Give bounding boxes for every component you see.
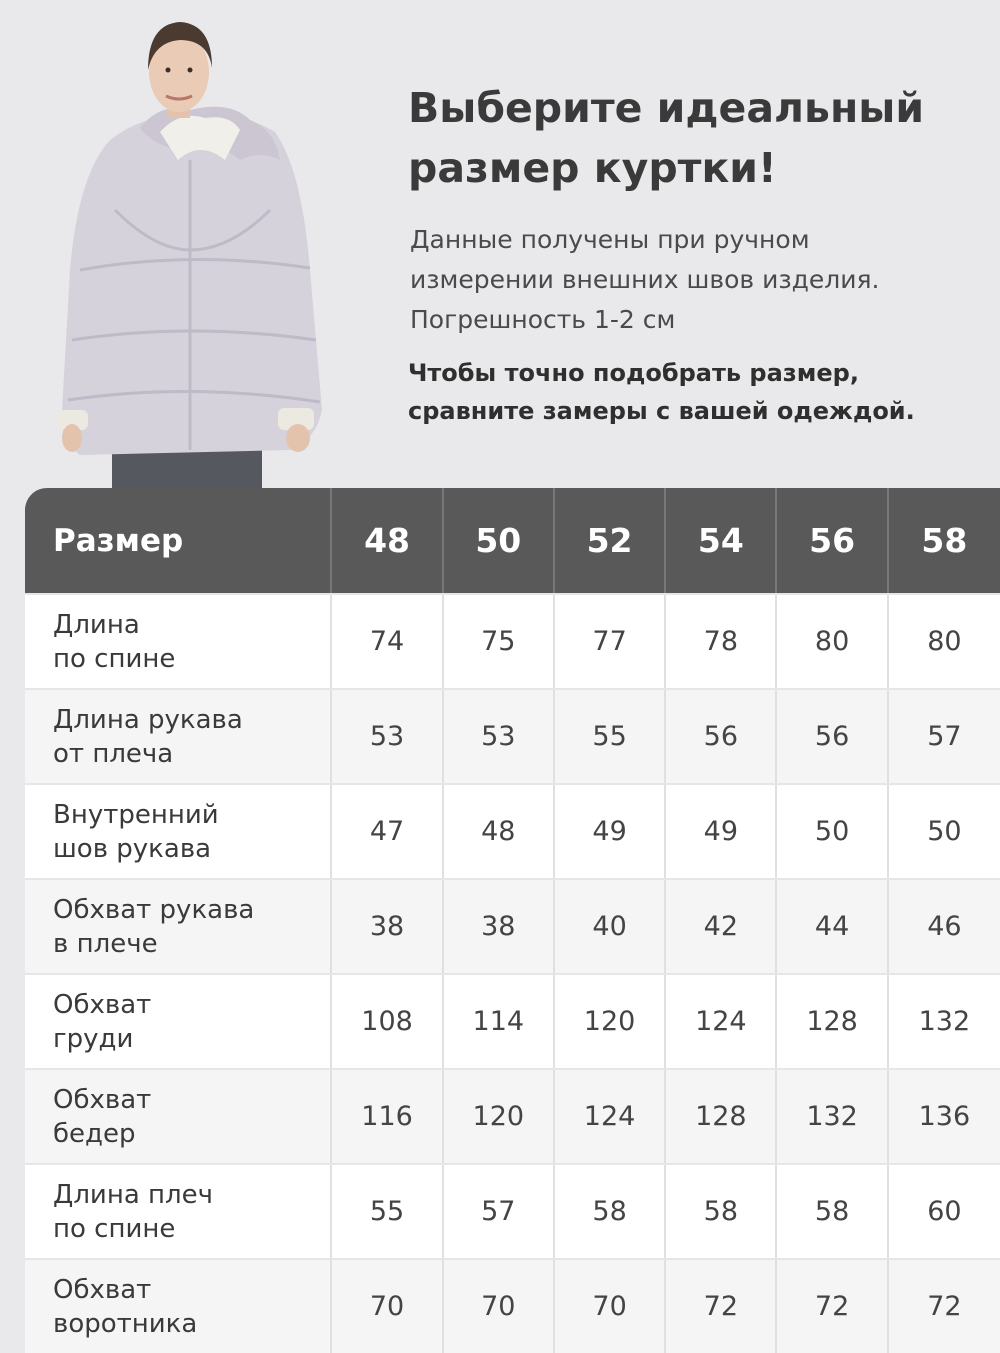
row-label-line-1: Внутренний <box>53 799 219 830</box>
table-cell: 49 <box>666 785 777 878</box>
table-cell: 72 <box>777 1260 888 1353</box>
table-row <box>25 1068 1000 1163</box>
table-cell: 50 <box>927 816 962 847</box>
table-cell: 55 <box>555 690 666 783</box>
table-cell: 70 <box>332 1260 443 1353</box>
note-line-1: Данные получены при ручном <box>410 225 810 254</box>
table-cell: 55 <box>332 1165 443 1258</box>
note-line-3: Погрешность 1-2 см <box>410 305 676 334</box>
table-cell: 38 <box>444 880 555 973</box>
row-label-line-1: Обхват рукава <box>53 894 255 925</box>
table-cell: 53 <box>444 690 555 783</box>
table-cell: 136 <box>918 1101 971 1132</box>
header-size-58: 58 <box>921 521 968 560</box>
row-label-line-2: шов рукава <box>53 833 212 864</box>
table-cell: 57 <box>444 1165 555 1258</box>
table-cell: 74 <box>332 595 443 688</box>
header-size-48: 48 <box>332 488 443 593</box>
title-line-2: размер куртки! <box>408 144 777 192</box>
table-cell: 49 <box>555 785 666 878</box>
table-cell: 75 <box>444 595 555 688</box>
measurement-note <box>410 220 990 340</box>
size-table-header <box>25 488 1000 593</box>
table-cell: 47 <box>332 785 443 878</box>
table-cell: 58 <box>555 1165 666 1258</box>
row-label-line-1: Длина плеч <box>53 1179 213 1210</box>
table-cell: 80 <box>927 626 962 657</box>
table-row <box>25 1163 1000 1258</box>
header-size-56: 56 <box>777 488 888 593</box>
table-row <box>25 783 1000 878</box>
table-cell: 57 <box>927 721 962 752</box>
row-label-line-2: воротника <box>53 1308 198 1339</box>
table-cell: 120 <box>444 1070 555 1163</box>
row-label-line-2: от плеча <box>53 738 174 769</box>
row-label-line-1: Обхват <box>53 989 152 1020</box>
table-cell: 77 <box>555 595 666 688</box>
row-label <box>25 785 332 878</box>
table-cell: 53 <box>332 690 443 783</box>
row-label <box>25 1260 332 1353</box>
row-label-line-2: по спине <box>53 643 176 674</box>
table-cell: 116 <box>332 1070 443 1163</box>
size-table <box>25 488 1000 1353</box>
table-cell: 58 <box>777 1165 888 1258</box>
table-cell: 56 <box>666 690 777 783</box>
table-cell: 128 <box>666 1070 777 1163</box>
table-cell: 108 <box>332 975 443 1068</box>
table-cell: 78 <box>666 595 777 688</box>
row-label-line-2: по спине <box>53 1213 176 1244</box>
table-cell: 80 <box>777 595 888 688</box>
header-size-50: 50 <box>444 488 555 593</box>
table-cell: 120 <box>555 975 666 1068</box>
table-cell: 72 <box>927 1291 962 1322</box>
row-label-line-1: Длина рукава <box>53 704 243 735</box>
row-label <box>25 880 332 973</box>
table-cell: 70 <box>555 1260 666 1353</box>
table-row <box>25 1258 1000 1353</box>
advice-line-1: Чтобы точно подобрать размер, <box>408 359 859 387</box>
table-row <box>25 593 1000 688</box>
table-cell: 50 <box>777 785 888 878</box>
header-size-52: 52 <box>555 488 666 593</box>
table-cell: 114 <box>444 975 555 1068</box>
table-cell: 60 <box>927 1196 962 1227</box>
table-cell: 42 <box>666 880 777 973</box>
note-line-2: измерении внешних швов изделия. <box>410 265 880 294</box>
row-label <box>25 1070 332 1163</box>
advice-line-2: сравните замеры с вашей одеждой. <box>408 397 915 425</box>
table-row <box>25 688 1000 783</box>
model-photo <box>40 10 340 488</box>
table-cell: 132 <box>918 1006 971 1037</box>
table-cell: 128 <box>777 975 888 1068</box>
table-cell: 124 <box>666 975 777 1068</box>
row-label <box>25 595 332 688</box>
table-row <box>25 878 1000 973</box>
table-cell: 46 <box>927 911 962 942</box>
row-label <box>25 1165 332 1258</box>
table-row <box>25 973 1000 1068</box>
header-size-54: 54 <box>666 488 777 593</box>
table-cell: 56 <box>777 690 888 783</box>
table-cell: 48 <box>444 785 555 878</box>
row-label-line-2: в плече <box>53 928 158 959</box>
fit-advice <box>408 354 998 430</box>
table-cell: 38 <box>332 880 443 973</box>
table-cell: 132 <box>777 1070 888 1163</box>
header-size-label: Размер <box>25 488 332 593</box>
table-cell: 58 <box>666 1165 777 1258</box>
page-title <box>408 78 988 198</box>
table-cell: 70 <box>444 1260 555 1353</box>
row-label <box>25 690 332 783</box>
row-label-line-1: Длина <box>53 609 140 640</box>
table-cell: 72 <box>666 1260 777 1353</box>
row-label-line-2: бедер <box>53 1118 136 1149</box>
title-line-1: Выберите идеальный <box>408 84 925 132</box>
table-cell: 124 <box>555 1070 666 1163</box>
table-cell: 40 <box>555 880 666 973</box>
row-label-line-2: груди <box>53 1023 134 1054</box>
hero-section <box>0 0 1000 488</box>
table-cell: 44 <box>777 880 888 973</box>
row-label-line-1: Обхват <box>53 1084 152 1115</box>
row-label-line-1: Обхват <box>53 1274 152 1305</box>
row-label <box>25 975 332 1068</box>
